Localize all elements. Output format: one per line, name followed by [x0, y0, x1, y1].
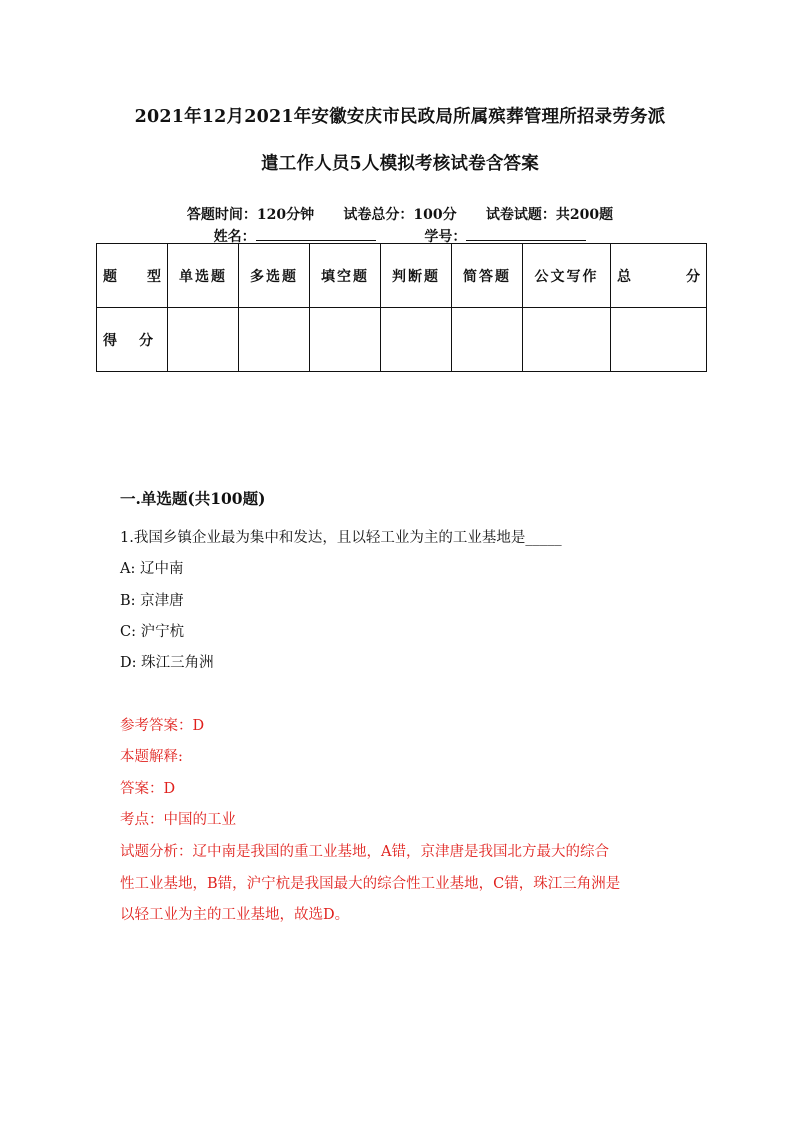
header-cell-short-answer: 简答题: [452, 244, 523, 308]
option-a: A: 辽中南: [120, 561, 184, 577]
header-cell-total: 总 分: [611, 244, 707, 308]
reference-answer: 参考答案：D: [120, 718, 205, 734]
header-cell-multi-choice: 多选题: [239, 244, 310, 308]
knowledge-point: 考点：中国的工业: [120, 812, 236, 828]
score-cell[interactable]: [239, 308, 310, 372]
score-cell[interactable]: [310, 308, 381, 372]
document-title-line-2: 遣工作人员5人模拟考核试卷含答案: [261, 154, 539, 174]
analysis-line-1: 试题分析：辽中南是我国的重工业基地，A错，京津唐是我国北方最大的综合: [120, 844, 609, 860]
document-title-line-1: 2021年12月2021年安徽安庆市民政局所属殡葬管理所招录劳务派: [134, 107, 666, 127]
option-b: B: 京津唐: [120, 593, 184, 609]
header-cell-fill-blank: 填空题: [310, 244, 381, 308]
explanation-label: 本题解释:: [120, 749, 183, 765]
answer-line: 答案：D: [120, 781, 176, 797]
exam-info: [0, 204, 800, 224]
exam-time: 答题时间：120分钟: [186, 207, 315, 223]
analysis-line-2: 性工业基地，B错，沪宁杭是我国最大的综合性工业基地，C错，珠江三角洲是: [120, 876, 621, 892]
name-blank: [256, 228, 376, 241]
score-cell[interactable]: [611, 308, 707, 372]
score-row-label: 得 分: [97, 308, 168, 372]
score-cell[interactable]: [523, 308, 611, 372]
header-cell-single-choice: 单选题: [168, 244, 239, 308]
score-cell[interactable]: [452, 308, 523, 372]
score-table-score-row: [97, 308, 707, 372]
section-title: 一.单选题(共100题): [120, 489, 266, 508]
header-cell-official-writing: 公文写作: [523, 244, 611, 308]
score-cell[interactable]: [381, 308, 452, 372]
score-table-header-row: [97, 244, 707, 308]
option-d: D: 珠江三角洲: [120, 655, 214, 671]
student-id-blank: [466, 228, 586, 241]
exam-total-score: 试卷总分：100分: [343, 207, 457, 223]
name-label: 姓名：: [213, 229, 256, 245]
analysis-line-3: 以轻工业为主的工业基地，故选D。: [120, 907, 350, 923]
header-cell-type: 题 型: [97, 244, 168, 308]
header-cell-true-false: 判断题: [381, 244, 452, 308]
score-table: [96, 243, 707, 372]
option-c: C: 沪宁杭: [120, 624, 185, 640]
score-cell[interactable]: [168, 308, 239, 372]
student-id-label: 学号：: [424, 229, 467, 245]
exam-question-count: 试卷试题：共200题: [485, 207, 614, 223]
question-stem: 1.我国乡镇企业最为集中和发达，且以轻工业为主的工业基地是_____: [120, 530, 562, 546]
